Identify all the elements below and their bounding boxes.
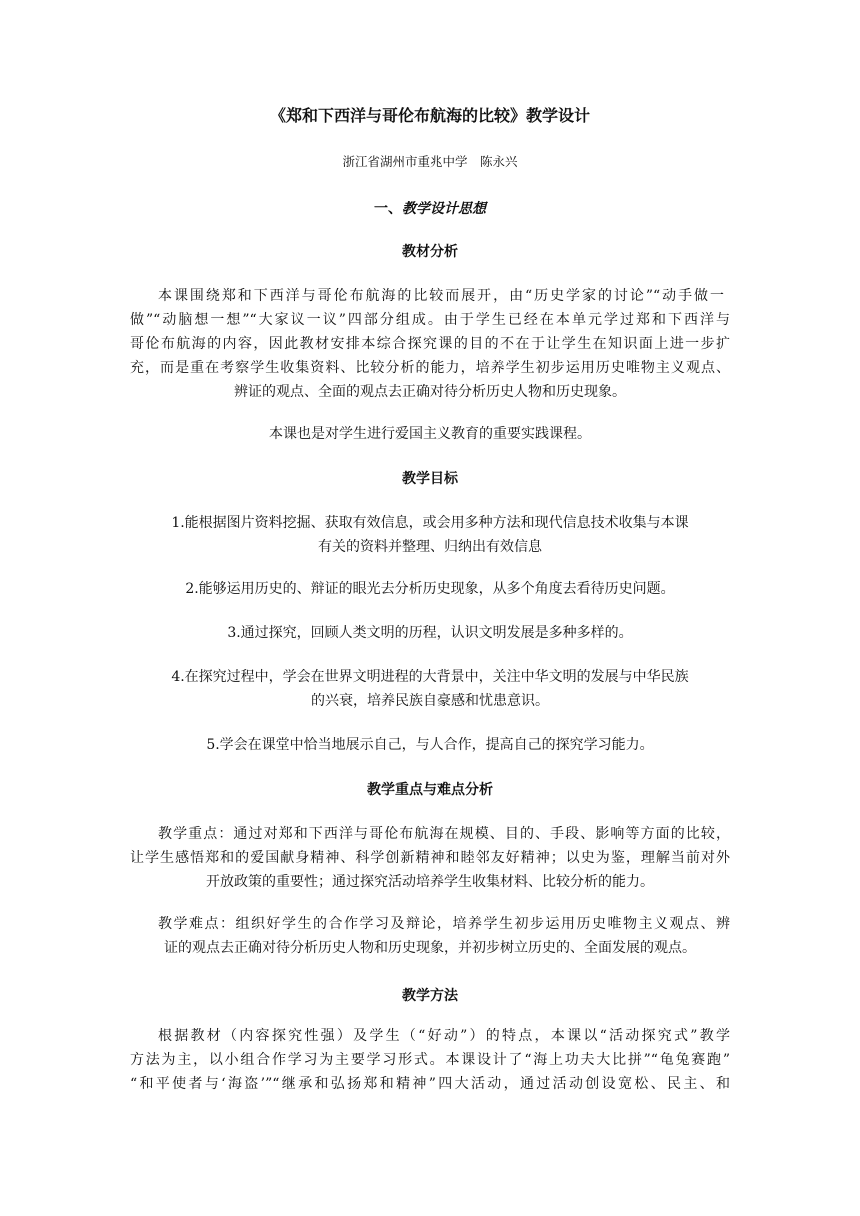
paragraph-difficult-points [130, 912, 730, 960]
goal-item [130, 511, 730, 559]
paragraph-key-points [130, 822, 730, 894]
heading-key-difficult-points: 教学重点与难点分析 [367, 782, 493, 798]
text-line: 3.通过探究，回顾人类文明的历程，认识文明发展是多种多样的。 [227, 625, 633, 641]
paragraph-material-analysis [130, 284, 730, 404]
section-label: 教学设计思想 [402, 201, 486, 217]
text-line: 本课围绕郑和下西洋与哥伦布航海的比较而展开，由“历史学家的讨论”“动手做一 [158, 288, 724, 304]
text-line: 证的观点去正确对待分析历史人物和历史现象，并初步树立历史的、全面发展的观点。 [164, 940, 696, 956]
text-line: 开放政策的重要性；通过探究活动培养学生收集材料、比较分析的能力。 [206, 874, 654, 890]
text-line: 做”“动脑想一想”“大家议一议”四部分组成。由于学生已经在本单元学过郑和下西洋与 [130, 312, 730, 328]
text-line: 教学难点：组织好学生的合作学习及辩论，培养学生初步运用历史唯物主义观点、辨 [158, 916, 730, 932]
text-line: 1.能根据图片资料挖掘、获取有效信息，或会用多种方法和现代信息技术收集与本课 [171, 515, 689, 531]
text-line: 哥伦布航海的内容，因此教材安排本综合探究课的目的不在于让学生在知识面上进一步扩 [130, 336, 730, 352]
text-line: 4.在探究过程中，学会在世界文明进程的大背景中，关注中华文明的发展与中华民族 [171, 669, 689, 685]
paragraph-patriotism: 本课也是对学生进行爱国主义教育的重要实践课程。 [269, 426, 591, 442]
heading-teaching-goals: 教学目标 [402, 471, 458, 487]
heading-teaching-methods: 教学方法 [402, 988, 458, 1004]
goal-item [130, 621, 730, 645]
text-line: 辨证的观点、全面的观点去正确对待分析历史人物和历史现象。 [234, 384, 626, 400]
text-line: 有关的资料并整理、归纳出有效信息 [318, 539, 542, 555]
document-title: 《郑和下西洋与哥伦布航海的比较》教学设计 [269, 106, 590, 125]
text-line: 让学生感悟郑和的爱国献身精神、科学创新精神和睦邻友好精神；以史为鉴，理解当前对外 [130, 850, 730, 866]
text-line: 2.能够运用历史的、辩证的眼光去分析历史现象，从多个角度去看待历史问题。 [185, 581, 675, 597]
text-line: 充，而是重在考察学生收集资料、比较分析的能力，培养学生初步运用历史唯物主义观点、 [130, 360, 730, 376]
heading-material-analysis: 教材分析 [402, 244, 458, 260]
text-line: 根据教材（内容探究性强）及学生（“好动”）的特点，本课以“活动探究式”教学 [158, 1028, 730, 1044]
text-line: 教学重点：通过对郑和下西洋与哥伦布航海在规模、目的、手段、影响等方面的比较， [158, 826, 730, 842]
goal-item [130, 577, 730, 601]
text-line: “和平使者与‘海盗’”“继承和弘扬郑和精神”四大活动，通过活动创设宽松、民主、和 [130, 1076, 730, 1092]
text-line: 5.学会在课堂中恰当地展示自己，与人合作，提高自己的探究学习能力。 [206, 737, 654, 753]
text-line: 的兴衰，培养民族自豪感和忧患意识。 [311, 693, 549, 709]
paragraph-teaching-methods [130, 1024, 730, 1096]
goal-item [130, 665, 730, 713]
section-prefix: 一、 [374, 201, 402, 217]
text-line: 方法为主，以小组合作学习为主要学习形式。本课设计了“海上功夫大比拼”“龟兔赛跑” [130, 1052, 730, 1068]
goal-item [130, 733, 730, 757]
author-line: 浙江省湖州市重兆中学 陈永兴 [342, 154, 518, 169]
section-heading-design-idea [130, 198, 730, 218]
